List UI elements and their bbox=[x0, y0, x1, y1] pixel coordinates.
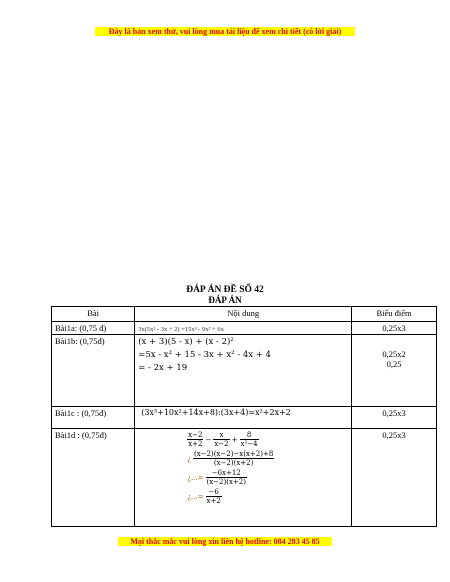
table-row bbox=[52, 322, 437, 335]
score-line: 0,25 bbox=[386, 359, 402, 369]
preview-notice-banner: Đây là bản xem thử, vui lòng mua tài liệu để xem chi tiết (có lời giải) bbox=[95, 27, 355, 36]
header-bai: Bài bbox=[52, 307, 135, 322]
table-row bbox=[52, 407, 437, 429]
content-line: = - 2x + 19 bbox=[138, 363, 188, 373]
row-score-1d: 0,25x3 bbox=[352, 429, 437, 527]
row-content-1d bbox=[135, 429, 352, 527]
row-label-1b: Bài1b: (0,75đ) bbox=[52, 335, 135, 407]
row-score-1b bbox=[352, 335, 437, 407]
fraction: $\frac{x-2}{x+2}$ bbox=[188, 431, 203, 448]
header-noi-dung: Nội dung bbox=[135, 307, 352, 322]
header-bieu-diem: Biểu điểm bbox=[352, 307, 437, 322]
fraction: $\frac{x}{x-2}$ bbox=[214, 431, 229, 448]
row-score-1a: 0,25x3 bbox=[352, 322, 437, 335]
row-score-1c: 0,25x3 bbox=[352, 407, 437, 429]
section-subtitle: ĐÁP ÁN bbox=[208, 295, 242, 305]
content-line: =5x - x² + 15 - 3x + x² - 4x + 4 bbox=[138, 350, 271, 360]
fraction: $\frac{8}{\text{x²−4}}$ bbox=[240, 431, 258, 448]
row-label-1a: Bài1a: (0,75 đ) bbox=[52, 322, 135, 335]
answer-table bbox=[51, 306, 437, 527]
math-line-1: $\frac{x-2}{x+2}$ − $\frac{x}{x-2}$ + $\frac{8}{\text{x²−4}}$ bbox=[188, 431, 258, 448]
table-header-row bbox=[52, 307, 437, 322]
fraction: $\frac{(x-2)(x-2)-x(x+2)+8}{(x-2)(x+2)}$ bbox=[193, 450, 274, 467]
row-label-1c: Bài1c : (0,75đ) bbox=[52, 407, 135, 429]
content-line: 3x(5x² - 3x + 2) =15x³ - 9x² + 6x bbox=[138, 326, 224, 333]
table-row bbox=[52, 429, 437, 527]
content-line: (3x³+10x²+14x+8):(3x+4)=x²+2x+2 bbox=[141, 408, 291, 417]
row-label-1d: Bài1d : (0,75đ) bbox=[52, 429, 135, 527]
page-title: ĐÁP ÁN ĐỀ SỐ 42 bbox=[186, 285, 264, 295]
table-row bbox=[52, 335, 437, 407]
content-line: (x + 3)(5 - x) + (x - 2)² bbox=[138, 337, 234, 347]
math-line-3: ¿...= $\frac{-6x+12}{(x-2)(x+2)}$ bbox=[187, 469, 246, 486]
row-content-1a bbox=[135, 322, 352, 335]
score-line: 0,25x2 bbox=[382, 349, 406, 359]
row-content-1b bbox=[135, 335, 352, 407]
fraction: $\frac{-6x+12}{(x-2)(x+2)}$ bbox=[206, 469, 246, 486]
row-content-1c bbox=[135, 407, 352, 429]
hotline-banner: Mọi thắc mắc vui lòng xin liên hệ hotline: 084 283 45 85 bbox=[118, 537, 332, 546]
math-line-2: ¿ $\frac{(x-2)(x-2)-x(x+2)+8}{(x-2)(x+2)}$ bbox=[187, 450, 274, 467]
math-line-4: ¿...= $\frac{-6}{x+2}$ bbox=[187, 488, 221, 505]
fraction: $\frac{-6}{x+2}$ bbox=[206, 488, 221, 505]
